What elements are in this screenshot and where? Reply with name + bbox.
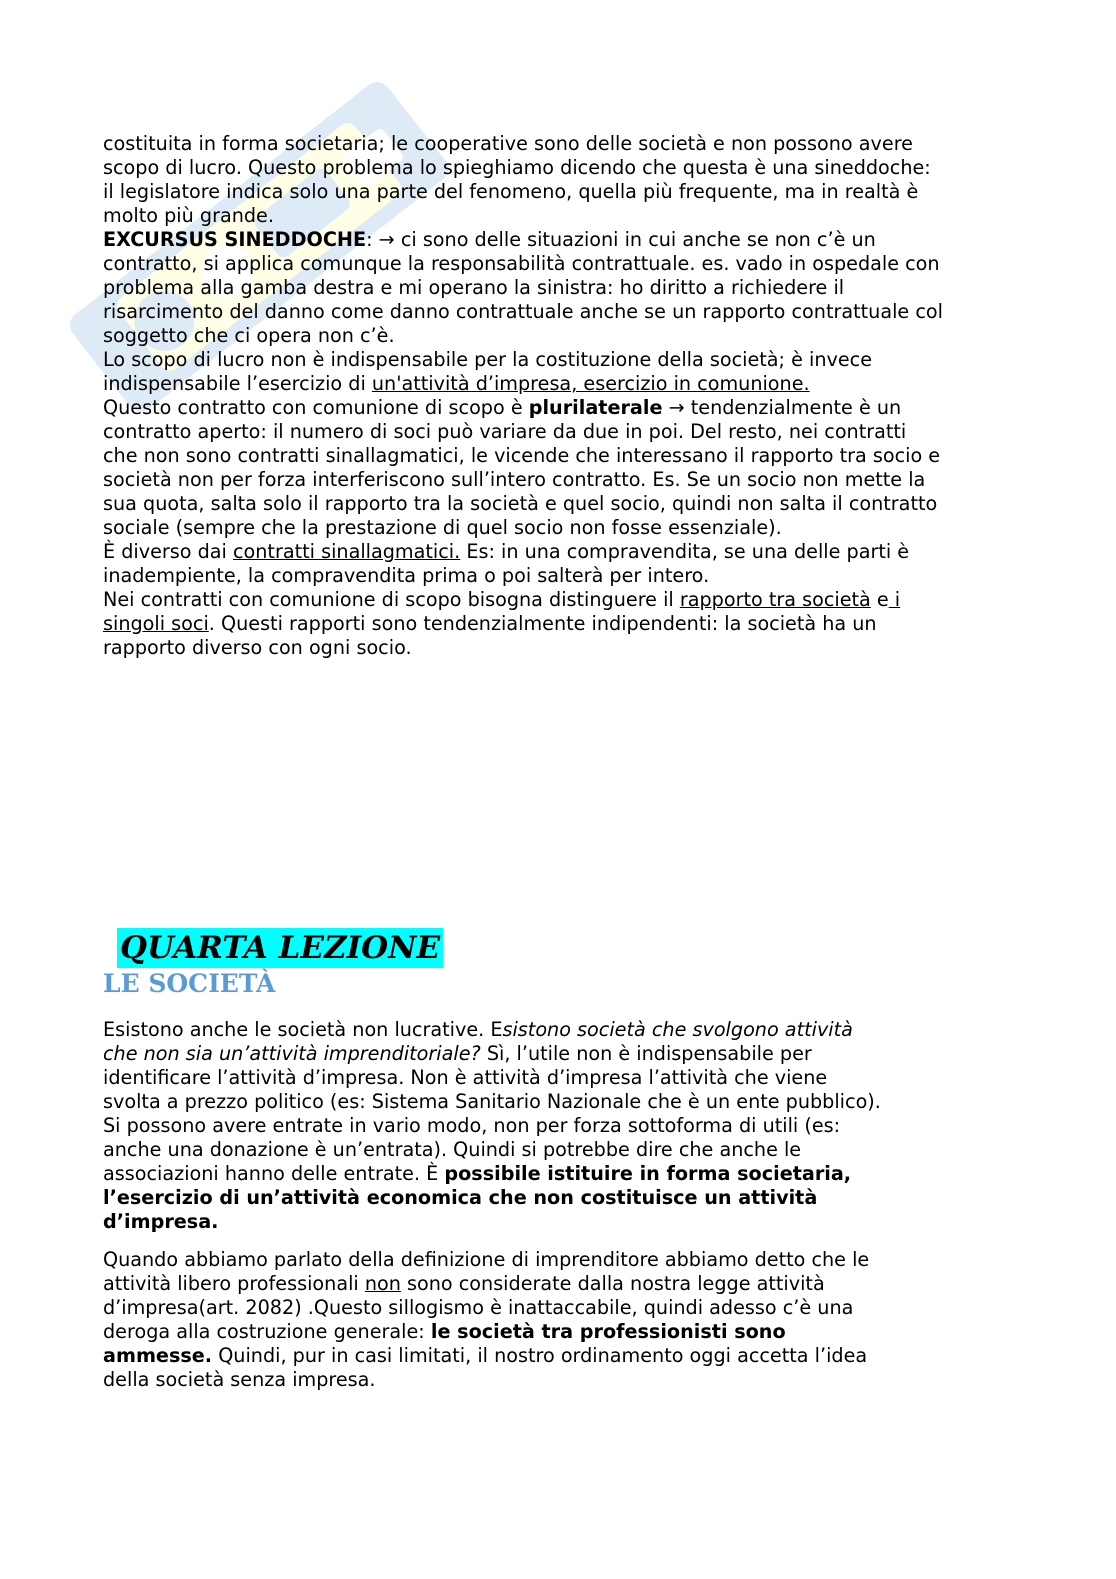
text-span: indispensabile l’esercizio di bbox=[103, 372, 372, 395]
text-span: : → ci sono delle situazioni in cui anche se non c’è un bbox=[366, 228, 876, 251]
text-line: rapporto diverso con ogni socio. bbox=[103, 636, 412, 659]
underlined-text: un'attività d’impresa, esercizio in comunione. bbox=[371, 372, 810, 395]
bold-text: possibile istituire in forma societaria, bbox=[444, 1162, 852, 1185]
underlined-text: contratti sinallagmatici. bbox=[232, 540, 461, 563]
text-line bbox=[103, 588, 1023, 612]
text-line bbox=[103, 1320, 983, 1344]
text-line: della società senza impresa. bbox=[103, 1368, 376, 1391]
text-line bbox=[103, 1018, 983, 1042]
text-line: svolta a prezzo politico (es: Sistema Sanitario Nazionale che è un ente pubblico). bbox=[103, 1090, 881, 1113]
text-span: Quindi, pur in casi limitati, il nostro ordinamento oggi accetta l’idea bbox=[212, 1344, 868, 1367]
text-line bbox=[103, 372, 1023, 396]
text-line bbox=[103, 1162, 983, 1186]
text-span: Esistono anche le società non lucrative. E bbox=[103, 1018, 503, 1041]
text-span: e bbox=[870, 588, 889, 611]
text-line bbox=[103, 612, 1023, 636]
paragraph-1 bbox=[103, 1018, 983, 1234]
text-line: costituita in forma societaria; le cooperative sono delle società e non possono avere bbox=[103, 132, 913, 155]
top-text-block bbox=[103, 132, 1023, 660]
text-line: Quando abbiamo parlato della definizione di imprenditore abbiamo detto che le bbox=[103, 1248, 870, 1271]
bold-text: ammesse. bbox=[103, 1344, 213, 1367]
text-line: sociale (sempre che la prestazione di quel socio non fosse essenziale). bbox=[103, 516, 782, 539]
text-span: Sì, l’utile non è indispensabile per bbox=[480, 1042, 812, 1065]
text-line: Lo scopo di lucro non è indispensabile per la costituzione della società; è invece bbox=[103, 348, 873, 371]
text-line: identificare l’attività d’impresa. Non è attività d’impresa l’attività che viene bbox=[103, 1066, 828, 1089]
text-line: il legislatore indica solo una parte del fenomeno, quella più frequente, ma in realtà è bbox=[103, 180, 919, 203]
text-span: associazioni hanno delle entrate. È bbox=[103, 1162, 445, 1185]
text-line: risarcimento del danno come danno contrattuale anche se un rapporto contrattuale col bbox=[103, 300, 943, 323]
text-span: . Questi rapporti sono tendenzialmente indipendenti: la società ha un bbox=[208, 612, 877, 635]
text-line: Si possono avere entrate in vario modo, non per forza sottoforma di utili (es: bbox=[103, 1114, 841, 1137]
underlined-text: rapporto tra società bbox=[679, 588, 871, 611]
text-line bbox=[103, 396, 1023, 420]
text-line: società non per forza interferiscono sull’intero contratto. Es. Se un socio non mette la bbox=[103, 468, 926, 491]
text-line: inadempiente, la compravendita prima o poi salterà per intero. bbox=[103, 564, 710, 587]
text-line: soggetto che ci opera non c’è. bbox=[103, 324, 395, 347]
paragraph-2 bbox=[103, 1248, 983, 1392]
text-line bbox=[103, 1042, 983, 1066]
text-line bbox=[103, 228, 1023, 252]
lesson-section bbox=[103, 928, 983, 1392]
text-span: Nei contratti con comunione di scopo bisogna distinguere il bbox=[103, 588, 680, 611]
text-line: molto più grande. bbox=[103, 204, 274, 227]
bold-text: plurilaterale bbox=[528, 396, 663, 419]
text-line: problema alla gamba destra e mi operano la sinistra: ho diritto a richiedere il bbox=[103, 276, 845, 299]
text-line: anche una donazione è un’entrata). Quindi si potrebbe dire che anche le bbox=[103, 1138, 802, 1161]
text-span: deroga alla costruzione generale: bbox=[103, 1320, 431, 1343]
text-span: sono considerate dalla nostra legge attività bbox=[400, 1272, 825, 1295]
underlined-text: non bbox=[364, 1272, 401, 1295]
text-line bbox=[103, 540, 1023, 564]
text-span: Questo contratto con comunione di scopo è bbox=[103, 396, 529, 419]
text-line bbox=[103, 1344, 983, 1368]
text-line: sua quota, salta solo il rapporto tra la società e quel socio, quindi non salta il contratto bbox=[103, 492, 938, 515]
bold-text: le società tra professionisti sono bbox=[430, 1320, 786, 1343]
section-heading: LE SOCIETÀ bbox=[103, 969, 276, 998]
underlined-text: singoli soci bbox=[103, 612, 209, 635]
italic-text: sistono società che svolgono attività bbox=[502, 1018, 853, 1041]
text-span: È diverso dai bbox=[103, 540, 233, 563]
italic-text: che non sia un’attività imprenditoriale? bbox=[103, 1042, 481, 1065]
text-line: che non sono contratti sinallagmatici, le vicende che interessano il rapporto tra socio e bbox=[103, 444, 941, 467]
text-line: d’impresa(art. 2082) .Questo sillogismo è inattaccabile, quindi adesso c’è una bbox=[103, 1296, 854, 1319]
excursus-label: EXCURSUS SINEDDOCHE bbox=[103, 228, 367, 251]
underlined-text: i bbox=[888, 588, 901, 611]
text-line: scopo di lucro. Questo problema lo spieghiamo dicendo che questa è una sineddoche: bbox=[103, 156, 931, 179]
text-span: attività libero professionali bbox=[103, 1272, 365, 1295]
text-line: contratto, si applica comunque la responsabilità contrattuale. es. vado in ospedale con bbox=[103, 252, 940, 275]
text-span: → tendenzialmente è un bbox=[662, 396, 902, 419]
text-line bbox=[103, 1272, 983, 1296]
text-span: Es: in una compravendita, se una delle parti è bbox=[460, 540, 910, 563]
text-line: d’impresa. bbox=[103, 1210, 219, 1233]
text-line: l’esercizio di un’attività economica che non costituisce un attività bbox=[103, 1186, 818, 1209]
text-line: contratto aperto: il numero di soci può variare da due in poi. Del resto, nei contratti bbox=[103, 420, 907, 443]
lesson-title: QUARTA LEZIONE bbox=[117, 928, 443, 968]
